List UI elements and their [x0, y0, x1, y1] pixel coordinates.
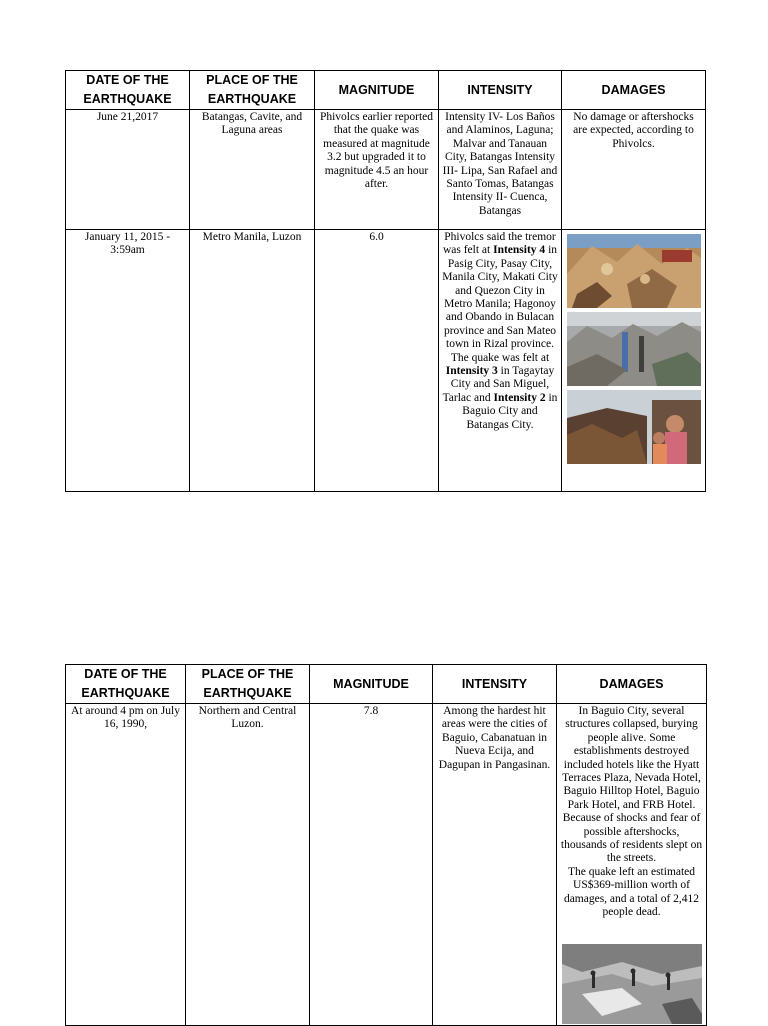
header-place: PLACE OF THE EARTHQUAKE: [190, 71, 315, 110]
header-damages: DAMAGES: [562, 71, 706, 110]
damages-text: The quake left an estimated US$369-million worth of damages, and a total of 2,412 people dead.: [563, 865, 700, 919]
rubble-photo: [567, 234, 701, 308]
earthquake-table-2: [65, 664, 707, 1026]
date-cell: June 21,2017: [66, 110, 190, 230]
intensity-level: Intensity 3: [445, 365, 498, 378]
rubble-photo: [567, 390, 701, 464]
magnitude-cell: Phivolcs earlier reported that the quake was measured at magnitude 3.2 but upgraded it to magnitude 4.5 an hour after.: [315, 110, 439, 230]
earthquake-table-1: [65, 70, 706, 492]
header-intensity: INTENSITY: [439, 71, 562, 110]
table-header-row: [66, 665, 707, 704]
table-header-row: [66, 71, 706, 110]
rubble-photo: [567, 312, 701, 386]
date-cell: January 11, 2015 - 3:59am: [66, 230, 190, 492]
intensity-text: in Tagaytay City and San Miguel, Tarlac and: [442, 365, 555, 404]
header-magnitude: MAGNITUDE: [315, 71, 439, 110]
damages-cell: [557, 704, 707, 1026]
intensity-level: Intensity 2: [493, 391, 546, 404]
table-row: [66, 230, 706, 492]
intensity-text: Phivolcs said the tremor was felt at: [442, 231, 556, 257]
damages-cell: No damage or aftershocks are expected, according to Phivolcs.: [562, 110, 706, 230]
intensity-cell: Among the hardest hit areas were the cities of Baguio, Cabanatuan in Nueva Ecija, and Dagupan in Pangasinan.: [433, 704, 557, 1026]
table-row: [66, 704, 707, 1026]
place-cell: Metro Manila, Luzon: [190, 230, 315, 492]
header-date: DATE OF THE EARTHQUAKE: [66, 665, 186, 704]
magnitude-cell: 6.0: [315, 230, 439, 492]
intensity-cell: Intensity IV- Los Baños and Alaminos, Laguna; Malvar and Tanauan City, Batangas Intensity III- Lipa, San Rafael and Santo Tomas, Batangas Intensity II- Cuenca, Batangas: [439, 110, 562, 230]
place-cell: Batangas, Cavite, and Laguna areas: [190, 110, 315, 230]
date-cell: At around 4 pm on July 16, 1990,: [66, 704, 186, 1026]
header-date: DATE OF THE EARTHQUAKE: [66, 71, 190, 110]
intensity-cell: [439, 230, 562, 492]
intensity-text: in Baguio City and Batangas City.: [462, 391, 558, 431]
header-intensity: INTENSITY: [433, 665, 557, 704]
intensity-text: The quake was felt at: [450, 351, 550, 364]
damages-photo-cell: [562, 230, 706, 492]
header-damages: DAMAGES: [557, 665, 707, 704]
damages-text: In Baguio City, several structures collapsed, burying people alive. Some establishments destroyed included hotels like the Hyatt Terraces Plaza, Nevada Hotel, Baguio Hilltop Hotel, Baguio Park Hotel, and FRB Hotel.: [562, 705, 701, 811]
header-place: PLACE OF THE EARTHQUAKE: [186, 665, 310, 704]
table-row: [66, 110, 706, 230]
intensity-level: Intensity 4: [493, 244, 546, 257]
historical-photo: [562, 944, 702, 1024]
magnitude-cell: 7.8: [310, 704, 433, 1026]
damages-text: Because of shocks and fear of possible aftershocks, thousands of residents slept on the streets.: [560, 812, 703, 865]
intensity-text: in Pasig City, Pasay City, Manila City, Makati City and Quezon City in Metro Manila; Hagonoy and Obando in Bulacan province and San Mateo town in Rizal province.: [442, 244, 558, 351]
place-cell: Northern and Central Luzon.: [186, 704, 310, 1026]
header-magnitude: MAGNITUDE: [310, 665, 433, 704]
